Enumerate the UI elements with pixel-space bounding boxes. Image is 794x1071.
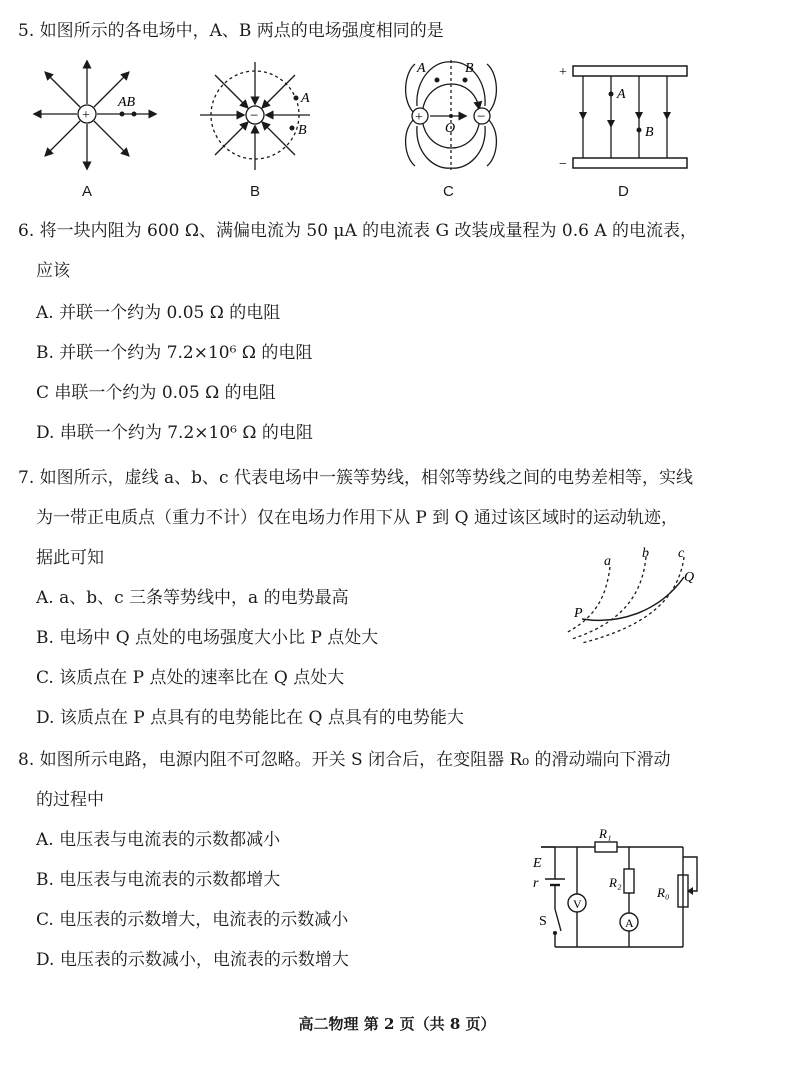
- q6-stem-continued: 应该: [36, 261, 70, 281]
- q8-option-a: A. 电压表与电流表的示数都减小: [36, 830, 281, 850]
- fig-b-b-label: B: [298, 123, 307, 138]
- q8-stem: 8. 如图所示电路，电源内阻不可忽略。开关 S 闭合后，在变阻器 R₀ 的滑动端向下滑动: [18, 750, 671, 770]
- voltmeter-label: V: [573, 897, 582, 911]
- circuit-r0-label: R₀: [657, 885, 670, 900]
- q7-label-p: P: [574, 606, 583, 621]
- q6-option-c: C 串联一个约为 0.05 Ω 的电阻: [36, 383, 276, 403]
- fig-d-a-label: A: [617, 87, 626, 102]
- q7-stem-line3: 据此可知: [36, 548, 104, 568]
- q5-figure-c: [395, 58, 505, 173]
- q7-stem-line2: 为一带正电质点（重力不计）仅在电场力作用下从 P 到 Q 通过该区域时的运动轨迹，: [36, 508, 678, 528]
- q7-label-b: b: [642, 546, 649, 561]
- circuit-r1-label: R₁: [599, 826, 612, 841]
- q6-option-d: D. 串联一个约为 7.2×10⁶ Ω 的电阻: [36, 423, 313, 443]
- circuit-e-label: E: [533, 856, 542, 871]
- q5-label-a: A: [82, 183, 93, 200]
- circuit-r-label: r: [533, 876, 539, 891]
- q5-figure-b: [195, 60, 315, 175]
- q5-label-b: B: [250, 183, 261, 200]
- fig-c-b-label: B: [465, 61, 474, 76]
- q8-figure-circuit: [525, 825, 705, 955]
- q8-stem-continued: 的过程中: [36, 790, 104, 810]
- fig-d-b-label: B: [645, 125, 654, 140]
- plate-minus: −: [559, 157, 567, 172]
- minus-sign: −: [250, 108, 259, 124]
- q7-label-c: c: [678, 546, 685, 561]
- q7-option-d: D. 该质点在 P 点具有的电势能比在 Q 点具有的电势能大: [36, 708, 464, 728]
- q5-stem: 5. 如图所示的各电场中，A、B 两点的电场强度相同的是: [18, 21, 444, 41]
- ammeter-label: A: [625, 916, 634, 930]
- dipole-minus: −: [477, 109, 486, 125]
- plus-sign: +: [82, 108, 90, 123]
- q5-label-c: C: [443, 183, 454, 200]
- q7-option-a: A. a、b、c 三条等势线中，a 的电势最高: [36, 588, 349, 608]
- q5-figure-d: [555, 60, 695, 175]
- q6-option-b: B. 并联一个约为 7.2×10⁶ Ω 的电阻: [36, 343, 313, 363]
- q5-label-d: D: [618, 183, 629, 200]
- q7-stem: 7. 如图所示，虚线 a、b、c 代表电场中一簇等势线，相邻等势线之间的电势差相等，实线: [18, 468, 693, 488]
- q8-option-c: C. 电压表的示数增大，电流表的示数减小: [36, 910, 349, 930]
- q6-stem: 6. 将一块内阻为 600 Ω、满偏电流为 50 μA 的电流表 G 改装成量程为 0.6 A 的电流表，: [18, 221, 698, 241]
- q7-label-a: a: [604, 554, 611, 569]
- fig-c-a-label: A: [417, 61, 426, 76]
- q8-option-b: B. 电压表与电流表的示数都增大: [36, 870, 281, 890]
- circuit-s-label: S: [539, 914, 547, 929]
- fig-c-o-label: O: [445, 121, 456, 136]
- circuit-r2-label: R₂: [609, 875, 622, 890]
- q5-figure-a: [30, 60, 160, 175]
- fig-b-a-label: A: [301, 91, 310, 106]
- q7-option-b: B. 电场中 Q 点处的电场强度大小比 P 点处大: [36, 628, 379, 648]
- q7-option-c: C. 该质点在 P 点处的速率比在 Q 点处大: [36, 668, 345, 688]
- page-footer: 高二物理 第 2 页（共 8 页）: [298, 1015, 496, 1033]
- q6-option-a: A. 并联一个约为 0.05 Ω 的电阻: [36, 303, 281, 323]
- q7-label-q: Q: [684, 570, 695, 585]
- fig-a-ab-label: AB: [118, 95, 136, 110]
- q7-figure-equipotential: [560, 545, 710, 645]
- q8-option-d: D. 电压表的示数减小，电流表的示数增大: [36, 950, 349, 970]
- plate-plus: +: [559, 65, 567, 80]
- dipole-plus: +: [415, 110, 423, 125]
